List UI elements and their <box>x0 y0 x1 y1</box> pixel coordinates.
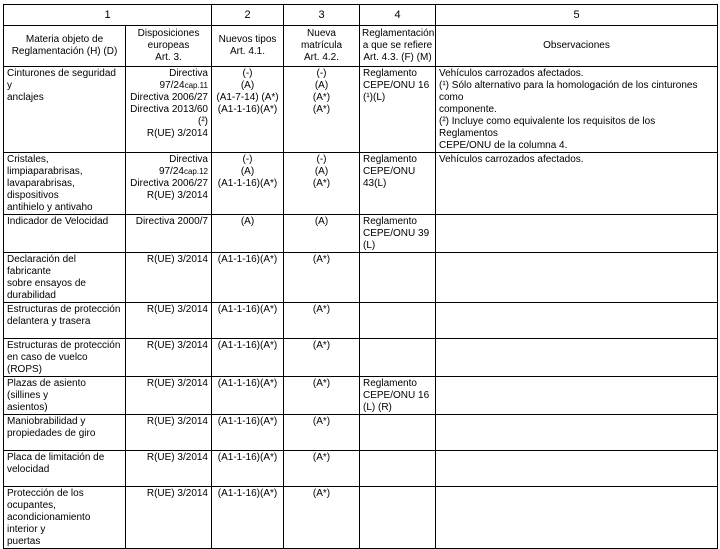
cell-observaciones <box>436 253 718 303</box>
cell-observaciones <box>436 487 718 549</box>
table-row <box>4 253 718 303</box>
cell-materia: Estructuras de protección delantera y trasera <box>4 303 126 339</box>
cell-nuevos-tipos: (A1-1-16)(A*) <box>212 377 284 415</box>
cell-nueva-matricula: (A*) <box>284 415 360 451</box>
header-nuevos-tipos: Nuevos tipos Art. 4.1. <box>212 26 284 67</box>
cell-nuevos-tipos: (A1-1-16)(A*) <box>212 415 284 451</box>
header-materia: Materia objeto de Reglamentación (H) (D) <box>4 26 126 67</box>
cell-materia: Placa de limitación de velocidad <box>4 451 126 487</box>
column-number-3: 3 <box>284 5 360 26</box>
cell-nuevos-tipos: (-) (A) (A1-7-14) (A*) (A1-1-16)(A*) <box>212 67 284 153</box>
cell-nueva-matricula: (A*) <box>284 487 360 549</box>
cell-reglamentacion <box>360 415 436 451</box>
cell-disposiciones <box>126 377 212 415</box>
cell-reglamentacion: Reglamento CEPE/ONU 16 (L) (R) <box>360 377 436 415</box>
cell-nueva-matricula: (A*) <box>284 377 360 415</box>
disposicion-line: Directiva 2006/27 <box>130 92 208 103</box>
disposicion-line: Directiva 97/24cap.11 <box>159 68 208 91</box>
cell-nueva-matricula: (A*) <box>284 339 360 377</box>
cell-disposiciones <box>126 67 212 153</box>
chapter-suffix: cap.12 <box>183 167 208 176</box>
cell-materia: Protección de los ocupantes, acondicionamiento interior y puertas <box>4 487 126 549</box>
disposicion-line: R(UE) 3/2014 <box>146 340 208 351</box>
cell-disposiciones <box>126 451 212 487</box>
cell-observaciones: Vehículos carrozados afectados. <box>436 153 718 215</box>
cell-nueva-matricula: (A*) <box>284 303 360 339</box>
cell-materia: Maniobrabilidad y propiedades de giro <box>4 415 126 451</box>
disposicion-line: Directiva 2006/27 <box>130 178 208 189</box>
chapter-suffix: cap.11 <box>184 81 208 90</box>
cell-disposiciones <box>126 415 212 451</box>
regulation-table <box>3 4 718 549</box>
column-number-row <box>4 5 718 26</box>
cell-nueva-matricula: (A) <box>284 215 360 253</box>
cell-nueva-matricula: (-) (A) (A*) (A*) <box>284 67 360 153</box>
table-row <box>4 415 718 451</box>
cell-reglamentacion <box>360 339 436 377</box>
cell-nuevos-tipos: (A1-1-16)(A*) <box>212 339 284 377</box>
cell-materia: Estructuras de protección en caso de vuelco (ROPS) <box>4 339 126 377</box>
disposicion-line: R(UE) 3/2014 <box>146 190 208 201</box>
header-disposiciones: Disposiciones europeas Art. 3. <box>126 26 212 67</box>
disposicion-line: R(UE) 3/2014 <box>146 378 208 389</box>
table-row <box>4 339 718 377</box>
column-number-2: 2 <box>212 5 284 26</box>
cell-nuevos-tipos: (A) <box>212 215 284 253</box>
table-row <box>4 487 718 549</box>
column-number-1: 1 <box>4 5 212 26</box>
cell-reglamentacion: Reglamento CEPE/ONU 16 (¹)(L) <box>360 67 436 153</box>
cell-observaciones <box>436 215 718 253</box>
cell-nuevos-tipos: (A1-1-16)(A*) <box>212 253 284 303</box>
disposicion-line: R(UE) 3/2014 <box>146 452 208 463</box>
cell-observaciones <box>436 415 718 451</box>
header-observaciones: Observaciones <box>436 26 718 67</box>
disposicion-line: Directiva 97/24cap.12 <box>158 154 208 177</box>
cell-reglamentacion <box>360 253 436 303</box>
header-nueva-matricula: Nueva matrícula Art. 4.2. <box>284 26 360 67</box>
disposicion-line: R(UE) 3/2014 <box>146 488 208 499</box>
cell-nueva-matricula: (A*) <box>284 253 360 303</box>
table-row <box>4 215 718 253</box>
cell-disposiciones <box>126 303 212 339</box>
cell-observaciones <box>436 339 718 377</box>
cell-observaciones <box>436 303 718 339</box>
table-row <box>4 303 718 339</box>
cell-reglamentacion <box>360 451 436 487</box>
cell-observaciones <box>436 377 718 415</box>
cell-materia: Indicador de Velocidad <box>4 215 126 253</box>
disposicion-line: R(UE) 3/2014 <box>146 416 208 427</box>
cell-materia: Plazas de asiento (sillines y asientos) <box>4 377 126 415</box>
header-row <box>4 26 718 67</box>
cell-disposiciones <box>126 153 212 215</box>
header-reglamentacion: Reglamentación a que se refiere Art. 4.3. (F) (M) <box>360 26 436 67</box>
cell-observaciones: Vehículos carrozados afectados. (¹) Sólo alternativo para la homologación de los cinturones como componente. (²) Incluye como equivalente los requisitos de los Reglamentos CEPE/ONU de la columna 4. <box>436 67 718 153</box>
cell-nueva-matricula: (A*) <box>284 451 360 487</box>
table-row <box>4 153 718 215</box>
cell-nuevos-tipos: (A1-1-16)(A*) <box>212 451 284 487</box>
cell-nueva-matricula: (-) (A) (A*) <box>284 153 360 215</box>
disposicion-line: R(UE) 3/2014 <box>146 128 208 139</box>
disposicion-line: R(UE) 3/2014 <box>146 254 208 265</box>
column-number-5: 5 <box>436 5 718 26</box>
cell-observaciones <box>436 451 718 487</box>
column-number-4: 4 <box>360 5 436 26</box>
cell-reglamentacion <box>360 303 436 339</box>
table-row <box>4 377 718 415</box>
cell-disposiciones <box>126 487 212 549</box>
disposicion-line: Directiva 2000/7 <box>135 216 208 227</box>
table-row <box>4 451 718 487</box>
cell-disposiciones <box>126 215 212 253</box>
disposicion-line: Directiva 2013/60 (²) <box>130 104 208 127</box>
cell-disposiciones <box>126 253 212 303</box>
disposicion-line: R(UE) 3/2014 <box>146 304 208 315</box>
cell-disposiciones <box>126 339 212 377</box>
cell-materia: Cinturones de seguridad y anclajes <box>4 67 126 153</box>
table-row <box>4 67 718 153</box>
cell-reglamentacion: Reglamento CEPE/ONU 39 (L) <box>360 215 436 253</box>
cell-nuevos-tipos: (-) (A) (A1-1-16)(A*) <box>212 153 284 215</box>
cell-nuevos-tipos: (A1-1-16)(A*) <box>212 303 284 339</box>
cell-materia: Cristales, limpiaparabrisas, lavaparabrisas, dispositivos antihielo y antivaho <box>4 153 126 215</box>
cell-reglamentacion <box>360 487 436 549</box>
cell-reglamentacion: Reglamento CEPE/ONU 43(L) <box>360 153 436 215</box>
cell-nuevos-tipos: (A1-1-16)(A*) <box>212 487 284 549</box>
cell-materia: Declaración del fabricante sobre ensayos de durabilidad <box>4 253 126 303</box>
